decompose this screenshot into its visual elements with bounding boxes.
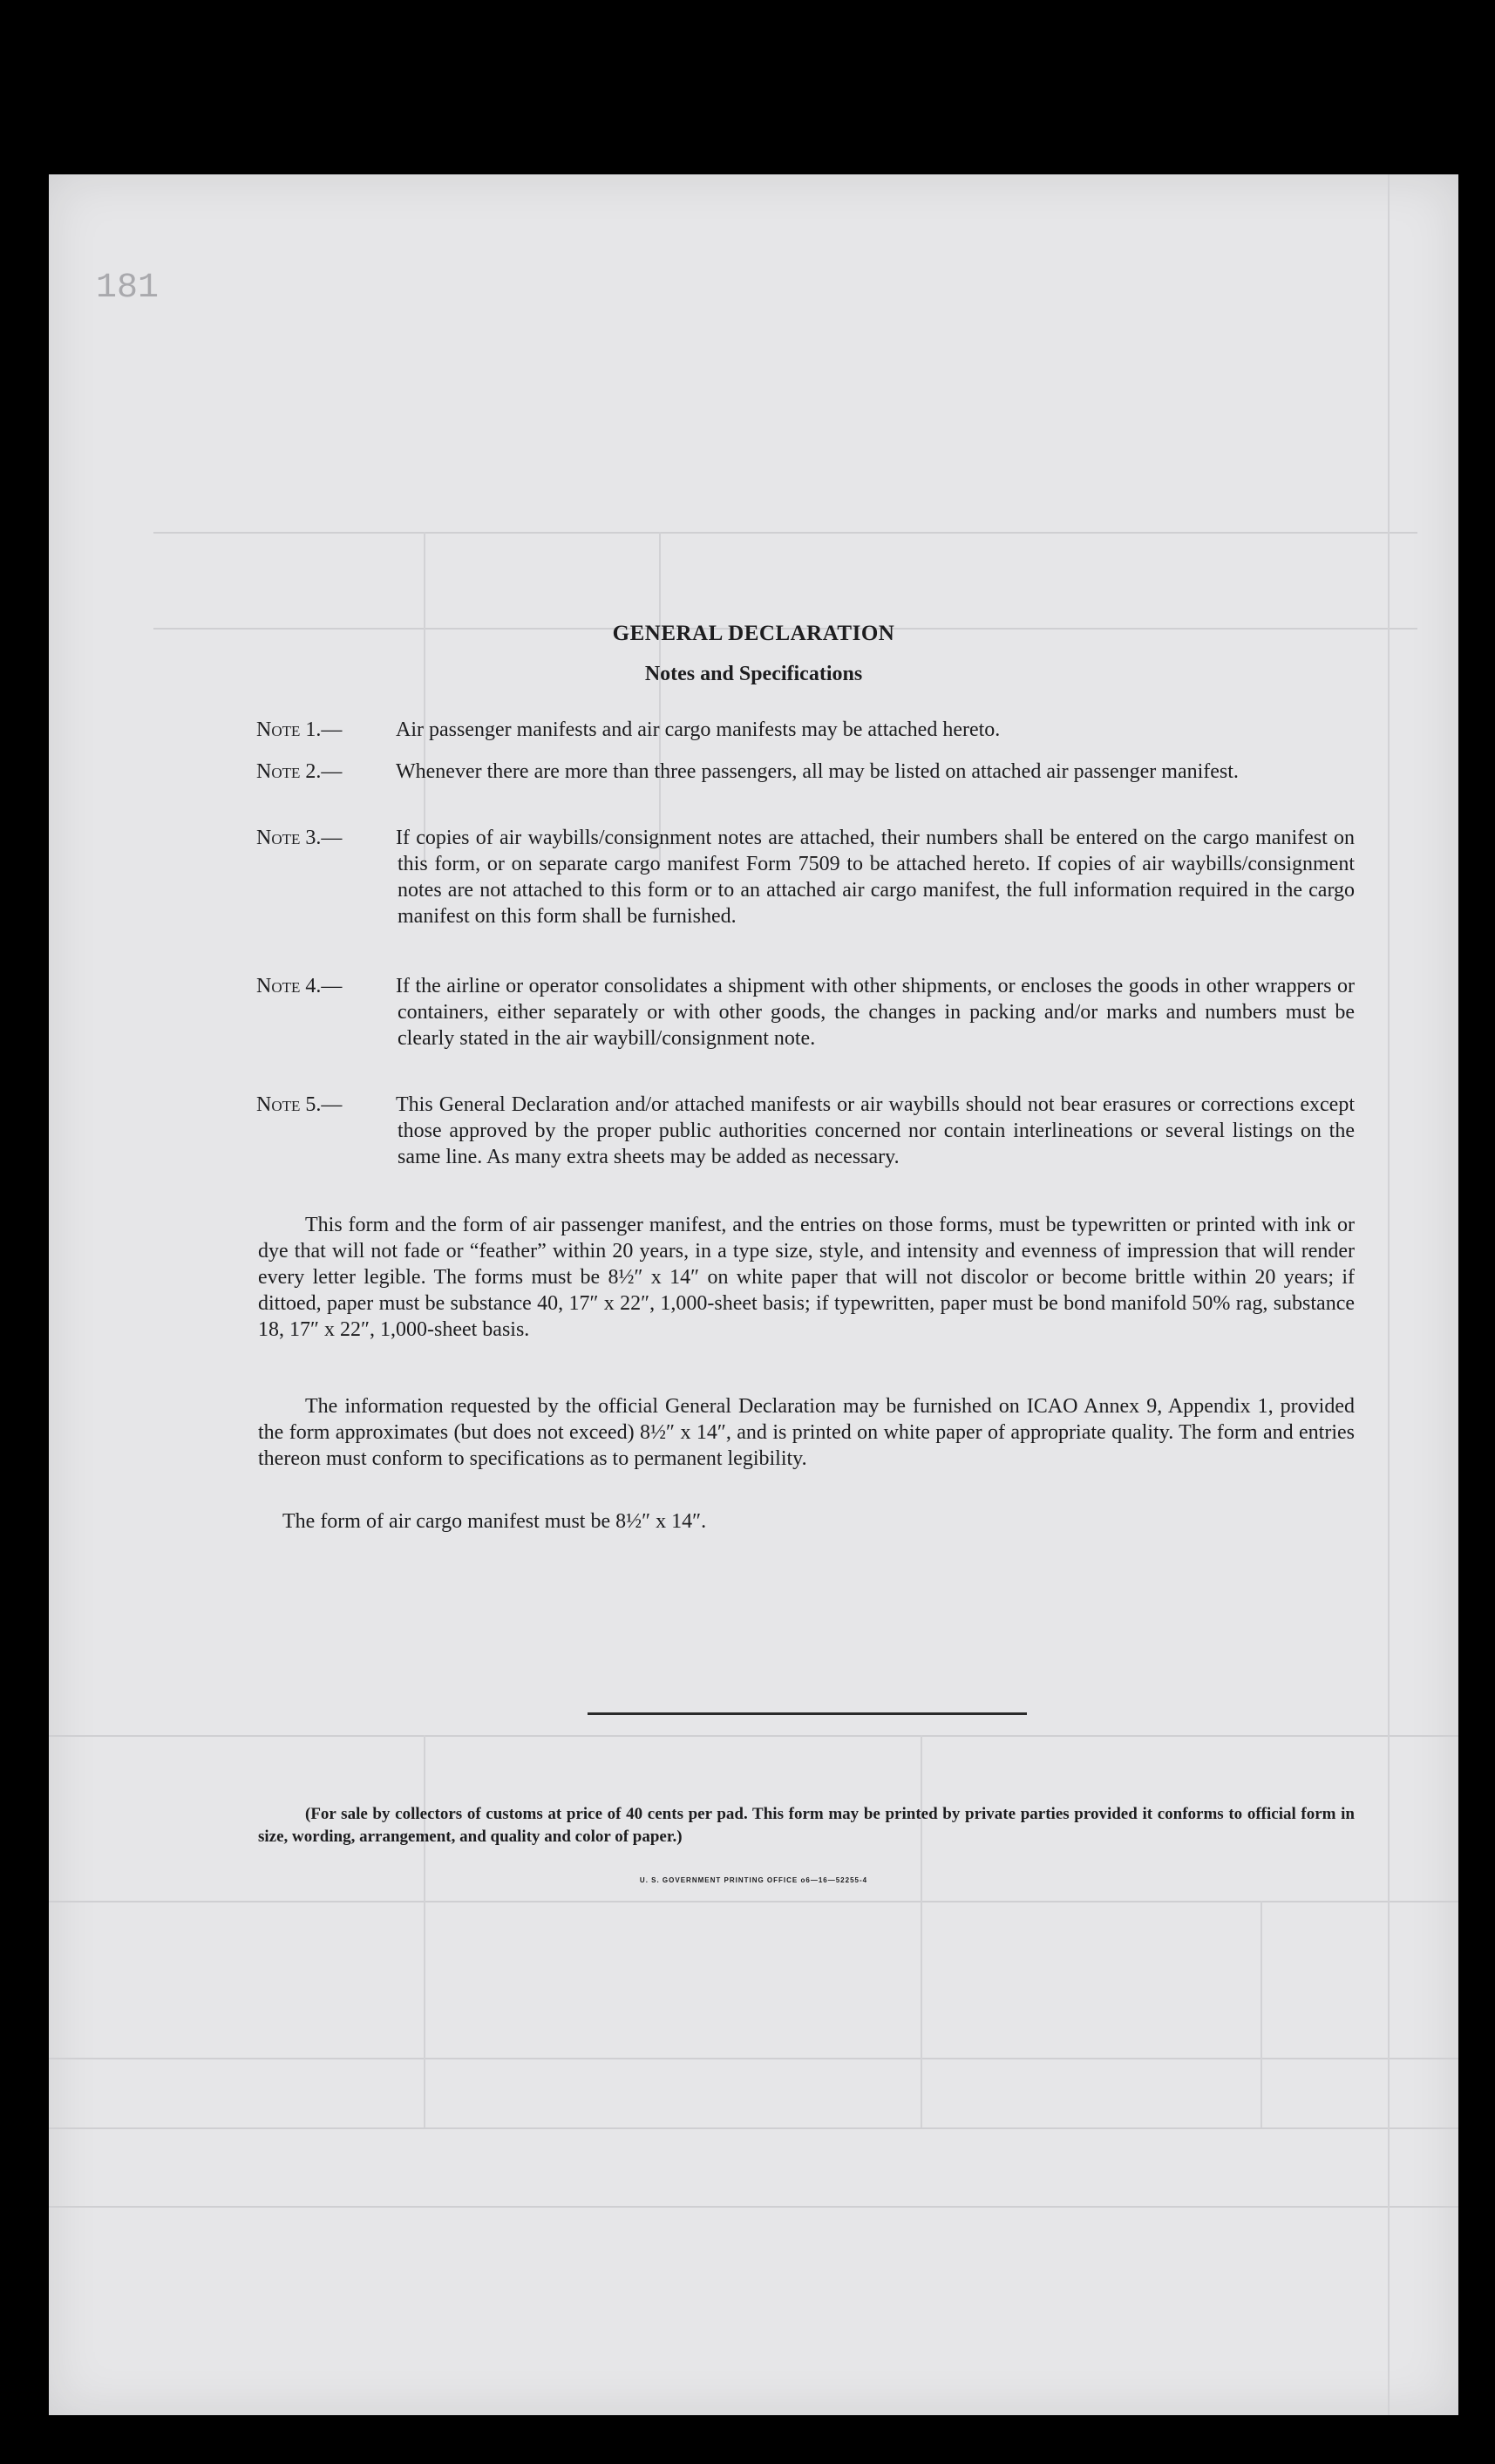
- page-title: GENERAL DECLARATION: [612, 622, 895, 645]
- page-subtitle: Notes and Specifications: [644, 663, 863, 685]
- bleed-line: [659, 532, 661, 863]
- specification-paragraph: The form of air cargo manifest must be 8½″ x 14″.: [282, 1510, 707, 1533]
- note-text: Whenever there are more than three passengers, all may be listed on attached air passenger manifest.: [396, 760, 1239, 783]
- bleed-line: [49, 1901, 1458, 1902]
- printing-office-line: U. S. GOVERNMENT PRINTING OFFICE o6—16—52255-4: [639, 1876, 868, 1884]
- document-page: [49, 174, 1458, 2415]
- note-item: [256, 717, 1355, 743]
- note-item: [256, 759, 1355, 785]
- specification-paragraph: The information requested by the official General Declaration may be furnished on ICAO Annex 9, Appendix 1, provided the form approximates (but does not exceed) 8½″ x 14″, and is printed on white paper of appropriate quality. The form and entries thereon must conform to specifications as to permanent legibility.: [258, 1395, 1355, 1470]
- note-label: Note 5.—: [256, 1093, 343, 1116]
- note-text: If copies of air waybills/consignment notes are attached, their numbers shall be entered on the cargo manifest on this form, or on separate cargo manifest Form 7509 to be attached hereto. If copies of air waybills/consignment notes are not attached to this form or to an attached air cargo manifest, the full information required in the cargo manifest on this form shall be furnished.: [396, 827, 1355, 928]
- note-label: Note 2.—: [256, 760, 343, 783]
- note-item: [256, 825, 1355, 929]
- bleed-line: [49, 2058, 1458, 2059]
- note-item: [256, 1092, 1355, 1170]
- bleed-line: [49, 2127, 1458, 2129]
- note-label: Note 3.—: [256, 827, 343, 849]
- note-label: Note 4.—: [256, 975, 343, 997]
- note-text: This General Declaration and/or attached manifests or air waybills should not bear erasures or corrections except those approved by the proper public authorities concerned nor contain interlineations or several listings on the same line. As many extra sheets may be added as necessary.: [396, 1093, 1355, 1168]
- bleed-line: [424, 1735, 425, 2127]
- bleed-line: [424, 532, 425, 863]
- sale-notice: (For sale by collectors of customs at price of 40 cents per pad. This form may be printed by private parties provided it conforms to official form in size, wording, arrangement, and quality and color of paper.): [258, 1805, 1355, 1846]
- bleed-line: [1388, 174, 1390, 2415]
- bleed-line: [153, 532, 1417, 534]
- bleed-line: [1261, 1901, 1262, 2127]
- divider-rule: [588, 1712, 1027, 1715]
- note-item: [256, 973, 1355, 1052]
- bleed-line: [921, 1735, 922, 2127]
- note-text: If the airline or operator consolidates a shipment with other shipments, or encloses the goods in other wrappers or containers, either separately or with other goods, the changes in packing and/or marks and numbers must be clearly stated in the air waybill/consignment note.: [396, 975, 1355, 1050]
- bleed-line: [49, 2206, 1458, 2208]
- bleed-line: [49, 1735, 1458, 1737]
- note-label: Note 1.—: [256, 718, 343, 741]
- page-number: 181: [96, 269, 160, 308]
- note-text: Air passenger manifests and air cargo manifests may be attached hereto.: [396, 718, 1001, 741]
- specification-paragraph: This form and the form of air passenger manifest, and the entries on those forms, must be typewritten or printed with ink or dye that will not fade or “feather” within 20 years, in a type size, style, and intensity and evenness of impression that will render every letter legible. The forms must be 8½″ x 14″ on white paper that will not discolor or become brittle within 20 years; if dittoed, paper must be substance 40, 17″ x 22″, 1,000-sheet basis; if typewritten, paper must be bond manifold 50% rag, substance 18, 17″ x 22″, 1,000-sheet basis.: [258, 1214, 1355, 1341]
